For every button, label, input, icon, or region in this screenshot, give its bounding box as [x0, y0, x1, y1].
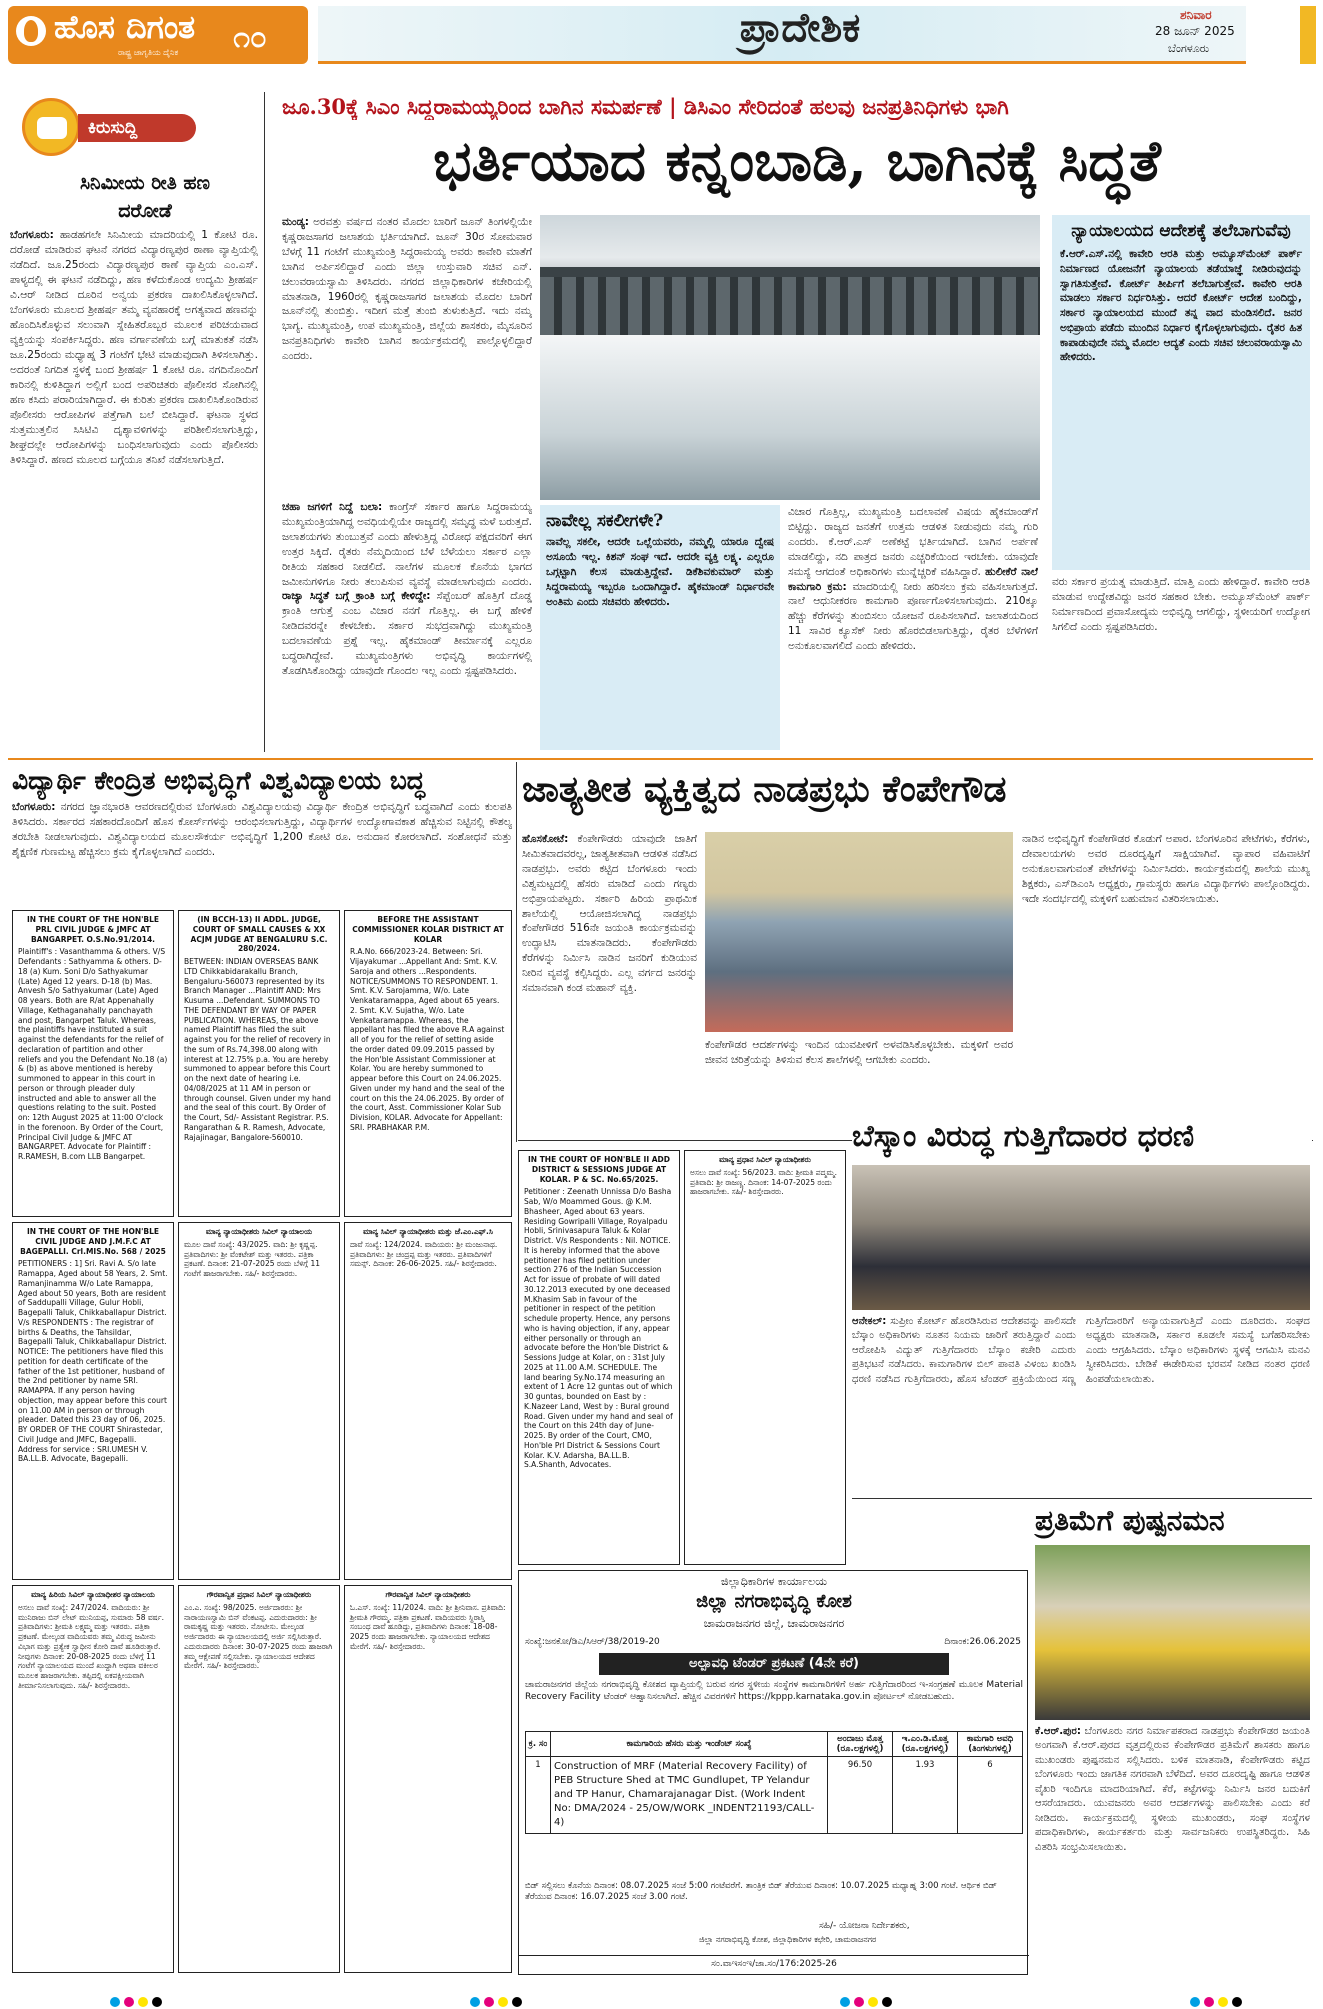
legal-ad-text: Petitioner : Zeenath Unnissa D/o Basha Sab, W/o Moammed Gous. @ K.M. Bhasheer, Aged about 63 years. Residing Gowripalli Village, Royalpadu Hobli, Srinivasapura Taluk & Kolar District. V/s Respondents : Nil. NOTICE. It is hereby informed that the above petitioner has filed petition under section 276 of the Indian Succession Act for issue of probate of will dated 30.12.2013 executed by one deceased M.Khasim Sab in favour of the petitioner in respect of the petition schedule property. Hence, any persons who is having objection, if any, appear either personally or through an advocate before the Hon'ble District & Sessions Judge at Kolar, on : 31st July 2025 at 11.00 A.M. SCHEDULE. The land bearing Sy.No.174 measuring an extent of 1 Acre 12 guntas out of which 30 guntas, bounded on East by : K.Nazeer Land, West by : Bural ground Road. Given under my hand and seal of the Court on this 24th day of June-2025. By order of the Court, CMO, Hon'ble Prl District & Sessions Court Kolar. K.V. Adarsha, BA.LL.B. S.A.Shanth, Advocates. [524, 1187, 673, 1470]
sidebar-text: ನಾವೆಲ್ಲ ಸಕಲೀ, ಆದರೇ ಒಲ್ಲೆಯವರು, ನಮ್ಮಲ್ಲಿ ಯಾರೂ ದ್ವೇಷ ಅಸೂಯೆ ಇಲ್ಲ. ಕಿಶನ್ ಸಂಘ ಇದೆ. ಆದರೇ ವ್ಯಕ್ತಿ ಲಕ್ಷ್ಯ. ಎಲ್ಲರೂ ಒಗ್ಗಟ್ಟಾಗಿ ಕೆಲಸ ಮಾಡುತ್ತಿದ್ದೇವೆ. ಡಿಕೆಶಿವಕುಮಾರ್ ಮತ್ತು ಸಿದ್ದರಾಮಯ್ಯ ಇಬ್ಬರೂ ಒಂದಾಗಿದ್ದಾರೆ. ಹೈಕಮಾಂಡ್ ನಿರ್ಧಾರವೇ ಅಂತಿಮ ಎಂದು ಸಚಿವರು ಹೇಳಿದರು. [546, 536, 774, 608]
university-body [12, 800, 512, 904]
table-row [526, 1757, 1023, 1834]
tribute-body [1035, 1725, 1310, 1975]
water-spill [540, 335, 1040, 500]
kiru-suddi-badge [22, 98, 197, 158]
lead-col3-text: ವಿಚಾರ ಗೊತ್ತಿಲ್ಲ, ಮುಖ್ಯಮಂತ್ರಿ ಬದಲಾವಣೆ ವಿಷಯ ಹೈಕಮಾಂಡ್‌ಗೆ ಬಿಟ್ಟಿದ್ದು. ರಾಜ್ಯದ ಜನತೆಗೆ ಉತ್ತಮ ಆಡಳಿತ ನೀಡುವುದು ನಮ್ಮ ಗುರಿ ಎಂದರು. ಕೆ.ಆರ್.ಎಸ್ ಅಣೆಕಟ್ಟೆ ಭರ್ತಿಯಾಗಿದೆ. ಬಾಗಿನ ಅರ್ಪಣೆ ಮಾಡಲಿದ್ದು, ನದಿ ಪಾತ್ರದ ಜನರು ಎಚ್ಚರಿಕೆಯಿಂದ ಇರಬೇಕು. ಯಾವುದೇ ಸಮಸ್ಯೆ ಆಗದಂತೆ ಅಧಿಕಾರಿಗಳು ಮುನ್ನೆಚ್ಚರಿಕೆ ವಹಿಸಿದ್ದಾರೆ. [788, 506, 1038, 578]
table-header-cell: ಕ್ರ. ಸಂ [526, 1732, 551, 1757]
kiru-suddi-dateline: ಬೆಂಗಳೂರು: [10, 229, 54, 241]
column-rule [516, 762, 517, 1142]
table-cell: 96.50 [828, 1757, 893, 1834]
legal-ad-title: ಮಾನ್ಯ ನ್ಯಾಯಾಧೀಶರು ಸಿವಿಲ್ ನ್ಯಾಯಾಲಯ [205, 1227, 313, 1236]
lead-body1: ಅರವತ್ತು ವರ್ಷದ ನಂತರ ಮೊದಲ ಬಾರಿಗೆ ಜೂನ್ ತಿಂಗಳಲ್ಲಿಯೇ ಕೃಷ್ಣರಾಜಸಾಗರ ಜಲಾಶಯ ಭರ್ತಿಯಾಗಿದೆ. ಜೂನ್ 30ರ ಸೋಮವಾರ ಬೆಳಗ್ಗೆ 11 ಗಂಟೆಗೆ ಮುಖ್ಯಮಂತ್ರಿ ಸಿದ್ದರಾಮಯ್ಯ ಅವರು ಕಾವೇರಿ ಮಾತೆಗೆ ಬಾಗಿನ ಅರ್ಪಿಸಲಿದ್ದಾರೆ ಎಂದು ಜಿಲ್ಲಾ ಉಸ್ತುವಾರಿ ಸಚಿವ ಎನ್. ಚಲುವರಾಯಸ್ವಾಮಿ ತಿಳಿಸಿದರು. ನಗರದ ಜಿಲ್ಲಾಧಿಕಾರಿಗಳ ಕಚೇರಿಯಲ್ಲಿ ಮಾತನಾಡಿ, 1960ರಲ್ಲಿ ಕೃಷ್ಣರಾಜಸಾಗರ ಜಲಾಶಯ ಮೊದಲ ಬಾರಿಗೆ ಜೂನ್‌ನಲ್ಲಿ ತುಂಬಿತ್ತು. ಇದೀಗ ಮತ್ತೆ ತುಂಬಿ ತುಳುಕುತ್ತಿದೆ. ಇದು ನಮ್ಮ ಭಾಗ್ಯ. ಮುಖ್ಯಮಂತ್ರಿ, ಉಪ ಮುಖ್ಯಮಂತ್ರಿ, ಜಿಲ್ಲೆಯ ಶಾಸಕರು, ಮೈಸೂರಿನ ಜನಪ್ರತಿನಿಧಿಗಳು ಕಾವೇರಿ ಬಾಗಿನ ಕಾರ್ಯಕ್ರಮದಲ್ಲಿ ಪಾಲ್ಗೊಳ್ಳಲಿದ್ದಾರೆ ಎಂದರು. [282, 216, 532, 363]
bescom-body [852, 1315, 1310, 1493]
masthead-date: 28 ಜೂನ್ 2025 [1155, 24, 1235, 38]
tender-title: ಅಲ್ಪಾವಧಿ ಟೆಂಡರ್ ಪ್ರಕಟಣೆ (4ನೇ ಕರೆ) [599, 1653, 949, 1675]
registration-marks [840, 1997, 892, 2007]
legal-ad-title: ಗೌರವಾನ್ವಿತ ಪ್ರಧಾನ ಸಿವಿಲ್ ನ್ಯಾಯಾಧೀಶರು [206, 1590, 312, 1599]
legal-ad-text: ಮೂಲ ದಾವೆ ಸಂಖ್ಯೆ: 43/2025. ವಾದಿ: ಶ್ರೀ ಕೃಷ್ಣಪ್ಪ. ಪ್ರತಿವಾದಿಗಳು: ಶ್ರೀ ವೆಂಕಟೇಶ್ ಮತ್ತು ಇತರರು. ಪತ್ರಿಕಾ ಪ್ರಕಟಣೆ. ದಿನಾಂಕ: 21-07-2025 ರಂದು ಬೆಳಿಗ್ಗೆ 11 ಗಂಟೆಗೆ ಹಾಜರಾಗಬೇಕು. ಸಹಿ/- ಶಿರಸ್ತೇದಾರರು. [184, 1239, 321, 1278]
legal-ad-text: BETWEEN: INDIAN OVERSEAS BANK LTD Chikkabidarakallu Branch, Bengaluru-560073 represented by its Branch Manager ...Plaintiff AND: Mrs Kusuma ...Defendant. SUMMONS TO THE DEFENDANT BY WAY OF PAPER PUBLICATION. WHEREAS, the above named Plaintiff has filed the suit against you for the relief of recovery in the sum of Rs.74,398.00 along with interest at 12.75% p.a. You are hereby summoned to appear before this Court on the next date of hearing i.e. 04/08/2025 at 11 AM in person or through counsel. Given under my hand and the seal of this court. By Order of the Court, Sd/- Assistant Registrar. P.S. Rangarathan & R. Ramesh, Advocate, Rajajinagar, Bangalore-560010. [184, 957, 331, 1142]
lead-col4: ವರು ಸರ್ಕಾರ ಪ್ರಯತ್ನ ಮಾಡುತ್ತಿದೆ. ಮಾತ್ತಿ ಎಂದು ಹೇಳಿದ್ದಾರೆ. ಕಾವೇರಿ ಆರತಿ ಮಾಡುವ ಉದ್ದೇಶವಿದ್ದು ಜನರ ಸಹಕಾರ ಬೇಕು. ಅಮ್ಯೂಸ್‌ಮೆಂಟ್ ಪಾರ್ಕ್ ನಿರ್ಮಾಣದಿಂದ ಪ್ರವಾಸೋದ್ಯಮ ಅಭಿವೃದ್ಧಿ ಆಗಲಿದ್ದು, ಸ್ಥಳೀಯರಿಗೆ ಉದ್ಯೋಗ ಸಿಗಲಿದೆ ಎಂದು ಸ್ಪಷ್ಟಪಡಿಸಿದರು. [1052, 576, 1310, 633]
kempegowda-col1 [522, 832, 697, 1132]
table-header-cell: ಇ.ಎಂ.ಡಿ.ಮೊತ್ತ (ರೂ.ಲಕ್ಷಗಳಲ್ಲಿ) [893, 1732, 958, 1757]
legal-ad-7 [344, 1585, 512, 1973]
yellow-edge-bar [1300, 6, 1316, 64]
section-divider [852, 1498, 1312, 1499]
kempegowda-headline: ಜಾತ್ಯತೀತ ವ್ಯಕ್ತಿತ್ವದ ನಾಡಪ್ರಭು ಕೆಂಪೇಗೌಡ [522, 768, 1007, 810]
kempegowda-dateline: ಹೊಸಕೋಟೆ: [522, 833, 569, 845]
lead-body3: ಸೆಪ್ಟೆಂಬರ್ ಹೊತ್ತಿಗೆ ದೊಡ್ಡ ಕ್ರಾಂತಿ ಆಗುತ್ತೆ ಎಂಬ ವಿಚಾರ ನನಗೆ ಗೊತ್ತಿಲ್ಲ. ಈ ಬಗ್ಗೆ ಹೇಳಿಕೆ ನೀಡಿದವರನ್ನೇ ಕೇಳಬೇಕು. ಸರ್ಕಾರ ಸುಭದ್ರವಾಗಿದ್ದು ಮುಖ್ಯಮಂತ್ರಿ ಬದಲಾವಣೆಯ ಪ್ರಶ್ನೆ ಇಲ್ಲ. ಹೈಕಮಾಂಡ್ ತೀರ್ಮಾನಕ್ಕೆ ಎಲ್ಲರೂ ಬದ್ಧರಾಗಿದ್ದೇವೆ. ಮುಖ್ಯಮಂತ್ರಿಗಳು ಅಭಿವೃದ್ಧಿ ಕಾರ್ಯಗಳಲ್ಲಿ ತೊಡಗಿಸಿಕೊಂಡಿದ್ದು ಯಾವುದೇ ಗೊಂದಲ ಇಲ್ಲ ಎಂದು ಸ್ಪಷ್ಟಪಡಿಸಿದರು. [282, 590, 532, 677]
column-rule [264, 92, 265, 752]
kiru-suddi-body [10, 228, 258, 748]
legal-ad-title: ಮಾನ್ಯ ಪ್ರಧಾನ ಸಿವಿಲ್ ನ್ಯಾಯಾಧೀಶರು [719, 1155, 811, 1164]
court-box [1052, 215, 1310, 570]
legal-ad-title: IN THE COURT OF THE HON'BLE CIVIL JUDGE AND J.M.F.C AT BAGEPALLI. Crl.MIS.No. 568 / 2025 [20, 1227, 166, 1256]
legal-ad-text: R.A.No. 666/2023-24. Between: Sri. Vijayakumar ...Appellant And: Smt. K.V. Saroja and others ...Respondents. NOTICE/SUMMONS TO RESPONDENT. 1. Smt. K.V. Sarojamma, W/o. Late Venkataramappa, Aged about 65 years. 2. Smt. K.V. Sujatha, W/o. Late Venkataramappa. Whereas, the appellant has filed the above R.A against all of you for the relief of setting aside the order dated 09.09.2015 passed by the Hon'ble Assistant Commissioner at Kolar. You are hereby summoned to appear before this Court on 24.06.2025. Given under my hand and the seal of the court on this the 24.06.2025. By order of the court, Asst. Commissioner Kolar Sub Division, KOLAR. Advocate for Appellant: SRI. PRABHAKAR P.M. [350, 947, 505, 1132]
lead-col3 [788, 505, 1038, 750]
lead-sub2: ರಾಜ್ಯಾ ಸಿದ್ಧತೆ ಬಗ್ಗೆ ಕ್ರಾಂತಿ ಬಗ್ಗೆ ಕೇಳಿದ್ದೇ: [282, 590, 431, 603]
legal-ad-title: IN THE COURT OF THE HON'BLE PRL CIVIL JUDGE & JMFC AT BANGARPET. O.S.No.91/2014. [26, 915, 160, 944]
tender-org2: ಜಿಲ್ಲಾ ನಗರಾಭಿವೃದ್ಧಿ ಕೋಶ [696, 1591, 852, 1612]
legal-ad-2 [178, 910, 340, 1217]
kempegowda-body1: ಕೆಂಪೇಗೌಡರು ಯಾವುದೇ ಜಾತಿಗೆ ಸೀಮಿತವಾದವರಲ್ಲ, ಜಾತ್ಯತೀತವಾಗಿ ಆಡಳಿತ ನಡೆಸಿದ ನಾಡಪ್ರಭು. ಅವರು ಕಟ್ಟಿದ ಬೆಂಗಳೂರು ಇಂದು ವಿಶ್ವಮಟ್ಟದಲ್ಲಿ ಹೆಸರು ಮಾಡಿದೆ ಎಂದು ಗಣ್ಯರು ಅಭಿಪ್ರಾಯಪಟ್ಟರು. ಸರ್ಕಾರಿ ಹಿರಿಯ ಪ್ರಾಥಮಿಕ ಶಾಲೆಯಲ್ಲಿ ಆಯೋಜಿಸಲಾಗಿದ್ದ ನಾಡಪ್ರಭು ಕೆಂಪೇಗೌಡರ 516ನೇ ಜಯಂತಿ ಕಾರ್ಯಕ್ರಮವನ್ನು ಉದ್ಘಾಟಿಸಿ ಮಾತನಾಡಿದರು. ಕೆಂಪೇಗೌಡರು ಕೆರೆಗಳನ್ನು ನಿರ್ಮಿಸಿ ನಾಡಿನ ಜನರಿಗೆ ಕುಡಿಯುವ ನೀರಿನ ವ್ಯವಸ್ಥೆ ಕಲ್ಪಿಸಿದ್ದರು. ಎಲ್ಲ ವರ್ಗದ ಜನರನ್ನು ಸಮಾನವಾಗಿ ಕಂಡ ಮಹಾನ್ ವ್ಯಕ್ತಿ. [522, 833, 697, 995]
tender-footer: ಬಿಡ್ ಸಲ್ಲಿಸಲು ಕೊನೆಯ ದಿನಾಂಕ: 08.07.2025 ಸಂಜೆ 5:00 ಗಂಟೆವರೆಗೆ. ತಾಂತ್ರಿಕ ಬಿಡ್ ತೆರೆಯುವ ದಿನಾಂಕ: 10.07.2025 ಮಧ್ಯಾಹ್ನ 3:00 ಗಂಟೆ. ಆರ್ಥಿಕ ಬಿಡ್ ತೆರೆಯುವ ದಿನಾಂಕ: 16.07.2025 ಸಂಜೆ 3.00 ಗಂಟೆ. [525, 1881, 997, 1903]
tender-intro: ಚಾಮರಾಜನಗರ ಜಿಲ್ಲೆಯ ನಗರಾಭಿವೃದ್ಧಿ ಕೋಶದ ವ್ಯಾಪ್ತಿಯಲ್ಲಿ ಬರುವ ನಗರ ಸ್ಥಳೀಯ ಸಂಸ್ಥೆಗಳ ಕಾಮಗಾರಿಗಳಿಗೆ ಅರ್ಹ ಗುತ್ತಿಗೆದಾರರಿಂದ ಇ-ಸಂಗ್ರಹಣೆ ಮೂಲಕ Material Recovery Facility ಟೆಂಡರ್ ಆಹ್ವಾನಿಸಲಾಗಿದೆ. ಹೆಚ್ಚಿನ ವಿವರಗಳಿಗೆ https://kppp.karnataka.gov.in ಪೋರ್ಟಲ್ ನೋಡಬಹುದು. [525, 1680, 1023, 1703]
tender-notice [518, 1570, 1028, 1975]
legal-ad-title: IN THE COURT OF HON'BLE II ADD DISTRICT & SESSIONS JUDGE AT KOLAR. P & SC. No.65/2025. [528, 1155, 670, 1184]
lead-sub3: ಹುಲೀಕೆರೆ ನಾಲೆ ಕಾಮಗಾರಿ ಕ್ರಮ: [788, 565, 1038, 593]
legal-ad-title: ಮಾನ್ಯ ಹಿರಿಯ ಸಿವಿಲ್ ನ್ಯಾಯಾಧೀಶರ ನ್ಯಾಯಾಲಯ [31, 1590, 155, 1599]
table-cell: 1.93 [893, 1757, 958, 1834]
table-cell: 6 [958, 1757, 1023, 1834]
legal-ad-kolar-probate [518, 1150, 680, 1565]
masthead-day: ಶನಿವಾರ [1180, 8, 1212, 22]
tribute-text: ಬೆಂಗಳೂರು ನಗರ ನಿರ್ಮಾಪಕರಾದ ನಾಡಪ್ರಭು ಕೆಂಪೇಗೌಡರ ಜಯಂತಿ ಅಂಗವಾಗಿ ಕೆ.ಆರ್.ಪುರದ ವೃತ್ತದಲ್ಲಿರುವ ಕೆಂಪೇಗೌಡರ ಪ್ರತಿಮೆಗೆ ಶಾಸಕರು ಹಾಗೂ ಮುಖಂಡರು ಪುಷ್ಪನಮನ ಸಲ್ಲಿಸಿದರು. ಬಳಿಕ ಮಾತನಾಡಿ, ಕೆಂಪೇಗೌಡರು ಕಟ್ಟಿದ ಬೆಂಗಳೂರು ಇಂದು ಜಾಗತಿಕ ನಗರವಾಗಿ ಬೆಳೆದಿದೆ. ಅವರ ದೂರದೃಷ್ಟಿ ಹಾಗೂ ಆಡಳಿತ ವೈಖರಿ ಇಂದಿಗೂ ಮಾದರಿಯಾಗಿದೆ. ಕೆರೆ, ಕಟ್ಟೆಗಳನ್ನು ನಿರ್ಮಿಸಿ ಜನರ ಬದುಕಿಗೆ ಆಸರೆಯಾದರು. ಯುವಜನರು ಅವರ ಆದರ್ಶಗಳನ್ನು ಪಾಲಿಸಬೇಕು ಎಂದು ಕರೆ ನೀಡಿದರು. ಕಾರ್ಯಕ್ರಮದಲ್ಲಿ ಸ್ಥಳೀಯ ಮುಖಂಡರು, ಸಂಘ ಸಂಸ್ಥೆಗಳ ಪದಾಧಿಕಾರಿಗಳು, ಕಾರ್ಯಕರ್ತರು ಮತ್ತು ಸಾರ್ವಜನಿಕರು ಉಪಸ್ಥಿತರಿದ್ದರು. ಸಿಹಿ ವಿತರಿಸಿ ಸಂಭ್ರಮಿಸಲಾಯಿತು. [1035, 1726, 1310, 1853]
dam-wall [540, 275, 1040, 335]
legal-ad-8 [178, 1222, 340, 1580]
lead-sub1: ಚಹಾ ಜಗಳಿಗೆ ನಿದ್ದೆ ಬಲಾ: [282, 501, 383, 513]
table-cell: 1 [526, 1757, 551, 1834]
court-text: ಕೆ.ಆರ್.ಎಸ್.ನಲ್ಲಿ ಕಾವೇರಿ ಆರತಿ ಮತ್ತು ಅಮ್ಯೂಸ್‌ಮೆಂಟ್ ಪಾರ್ಕ್ ನಿರ್ಮಾಣದ ಯೋಜನೆಗೆ ನ್ಯಾಯಾಲಯ ತಡೆಯಾಜ್ಞೆ ನೀಡಿರುವುದನ್ನು ಸ್ವಾಗತಿಸುತ್ತೇವೆ. ಕೋರ್ಟ್ ತೀರ್ಪಿಗೆ ತಲೆಬಾಗುತ್ತೇವೆ. ಕಾವೇರಿ ಆರತಿ ಮಾಡಲು ಸರ್ಕಾರ ನಿರ್ಧರಿಸಿತ್ತು. ಆದರೆ ಕೋರ್ಟ್ ಆದೇಶ ಬಂದಿದ್ದು, ಸರ್ಕಾರ ನ್ಯಾಯಾಲಯದ ಮುಂದೆ ತನ್ನ ವಾದ ಮಂಡಿಸಲಿದೆ. ಜನರ ಅಭಿಪ್ರಾಯ ಪಡೆದು ಮುಂದಿನ ನಿರ್ಧಾರ ಕೈಗೊಳ್ಳಲಾಗುವುದು. ರೈತರ ಹಿತ ಕಾಪಾಡುವುದೇ ನಮ್ಮ ಮೊದಲ ಆದ್ಯತೆ ಎಂದು ಸಚಿವ ಚಲುವರಾಯಸ್ವಾಮಿ ಹೇಳಿದರು. [1060, 248, 1302, 364]
legal-ad-text: Plaintiff's : Vasanthamma & others. V/S Defendants : Sathyamma & others. D-18 (a) Kum. Soni D/o Sathyakumar (Late) Aged 12 years. D-18 (b) Mas. Anvesh S/o Sathyakumar (Late) Aged 08 years. Both are R/at Appenahally Village, Kethaganahally panchayath and post, Bangarpet Taluk. Whereas, the plaintiffs have instituted a suit against the defendants for the relief of declaration of partition and other reliefs and you the Defendant No.18 (a) & (b) as above mentioned is hereby summoned to appear in this court in person or through pleader duly instructed and able to answer all the questions relating to the suit. Posted on: 12th August 2025 at 11:00 O'clock in the forenoon. By Order of the Court, Principal Civil Judge & JMFC AT BANGARPET. Advocate for Plaintiff : R.RAMESH, B.com LLB Bangarpet. [18, 947, 168, 1161]
legal-ad-1 [12, 910, 174, 1217]
legal-ad-title: (IN BCCH-13) II ADDL. JUDGE, COURT OF SMALL CAUSES & XX ACJM JUDGE AT BENGALURU S.C. 280/2024. [190, 915, 328, 954]
dam-bridge [540, 267, 1040, 277]
tender-ad-number: ಸಂ.ವಾಇಸಂಇ/ಜಾ.ಸಂ/176:2025-26 [519, 1955, 1029, 1969]
legal-ad-6 [178, 1585, 340, 1973]
section-divider [8, 758, 1313, 760]
legal-ad-text: ಅಸಲು ದಾವೆ ಸಂಖ್ಯೆ: 247/2024. ವಾದಿಯರು: ಶ್ರೀ ಮುನಿರಾಜು ಬಿನ್ ಲೇಟ್ ಮುನಿಯಪ್ಪ, ಸುಮಾರು 58 ವರ್ಷ. ಪ್ರತಿವಾದಿಗಳು: ಶ್ರೀಮತಿ ಲಕ್ಷ್ಮಮ್ಮ ಮತ್ತು ಇತರರು. ಪತ್ರಿಕಾ ಪ್ರಕಟಣೆ. ಮೇಲ್ಕಂಡ ವಾದಿಯವರು ತಮ್ಮ ವಿರುದ್ಧ ಜಮೀನು ವಿಭಾಗ ಮತ್ತು ಪ್ರತ್ಯೇಕ ಸ್ವಾಧೀನ ಕೋರಿ ದಾವೆ ಹೂಡಿರುತ್ತಾರೆ. ನೀವುಗಳು ದಿನಾಂಕ: 20-08-2025 ರಂದು ಬೆಳಿಗ್ಗೆ 11 ಗಂಟೆಗೆ ನ್ಯಾಯಾಲಯದ ಮುಂದೆ ಖುದ್ದಾಗಿ ಅಥವಾ ವಕೀಲರ ಮೂಲಕ ಹಾಜರಾಗಬೇಕು. ತಪ್ಪಿದಲ್ಲಿ ಏಕಪಕ್ಷೀಯವಾಗಿ ತೀರ್ಮಾನಿಸಲಾಗುವುದು. ಸಹಿ/- ಶಿರಸ್ತೇದಾರರು. [18, 1602, 165, 1690]
tender-sign2: ಜಿಲ್ಲಾ ನಗರಾಭಿವೃದ್ಧಿ ಕೋಶ, ಜಿಲ್ಲಾಧಿಕಾರಿಗಳ ಕಛೇರಿ, ಚಾಮರಾಜನಗರ [699, 1935, 877, 1944]
legal-ad-5 [12, 1585, 174, 1973]
tribute-dateline: ಕೆ.ಆರ್.ಪುರ: [1035, 1726, 1081, 1737]
kiru-suddi-text: ಹಾಡಹಗಲೇ ಸಿನಿಮೀಯ ಮಾದರಿಯಲ್ಲಿ 1 ಕೋಟಿ ರೂ. ದರೋಡೆ ಮಾಡಿರುವ ಘಟನೆ ನಗರದ ವಿದ್ಯಾರಣ್ಯಪುರ ಠಾಣಾ ವ್ಯಾಪ್ತಿಯಲ್ಲಿ ನಡೆದಿದೆ. ಜೂ.25ರಂದು ವಿದ್ಯಾರಣ್ಯಪುರ ಠಾಣೆ ವ್ಯಾಪ್ತಿಯ ಎಂ.ಎಸ್. ಪಾಳ್ಯದಲ್ಲಿ ಈ ಘಟನೆ ನಡೆದಿದ್ದು, ಹಣ ಕಳೆದುಕೊಂಡ ಉದ್ಯಮಿ ಶ್ರೀಹರ್ಷ ವಿ.ಆರ್ ನೀಡಿದ ದೂರಿನ ಅನ್ವಯ ಪ್ರಕರಣ ದಾಖಲಿಸಿಕೊಳ್ಳಲಾಗಿದೆ. ಬೆಂಗಳೂರು ಮೂಲದ ಶ್ರೀಹರ್ಷ ತಮ್ಮ ವ್ಯವಹಾರಕ್ಕೆ ಅಗತ್ಯವಾದ ಹಣವನ್ನು ಹೊಂದಿಸಿಕೊಳ್ಳುವ ಸಲುವಾಗಿ ಸ್ನೇಹಿತರೊಬ್ಬರ ಮೂಲಕ ಪರಿಚಯವಾದ ವ್ಯಕ್ತಿಯನ್ನು ಸಂಪರ್ಕಿಸಿದ್ದರು. ಹಣ ವರ್ಗಾವಣೆಯ ಬಗ್ಗೆ ಮಾತುಕತೆ ನಡೆಸಿ ಜೂ.25ರಂದು ಮಧ್ಯಾಹ್ನ 3 ಗಂಟೆಗೆ ಭೇಟಿ ಮಾಡುವುದಾಗಿ ತಿಳಿಸಲಾಗಿತ್ತು. ಅದರಂತೆ ನಿಗದಿತ ಸ್ಥಳಕ್ಕೆ ಬಂದ ಶ್ರೀಹರ್ಷ 1 ಕೋಟಿ ರೂ. ನಗದಿನೊಂದಿಗೆ ಕಾರಿನಲ್ಲಿ ಕುಳಿತಿದ್ದಾಗ ಅಲ್ಲಿಗೆ ಬಂದ ಅಪರಿಚಿತರು ಪೊಲೀಸರ ಸೋಗಿನಲ್ಲಿ ಹಣ ಕಸಿದು ಪರಾರಿಯಾಗಿದ್ದಾರೆ. ಈ ಕುರಿತು ಪ್ರಕರಣ ದಾಖಲಿಸಿಕೊಂಡಿರುವ ಪೊಲೀಸರು ಆರೋಪಿಗಳ ಪತ್ತೆಗಾಗಿ ಬಲೆ ಬೀಸಿದ್ದಾರೆ. ಘಟನಾ ಸ್ಥಳದ ಸುತ್ತಮುತ್ತಲಿನ ಸಿಸಿಟಿವಿ ದೃಶ್ಯಾವಳಿಗಳನ್ನು ಪರಿಶೀಲಿಸಲಾಗುತ್ತಿದ್ದು, ಶೀಘ್ರದಲ್ಲೇ ಆರೋಪಿಗಳನ್ನು ಬಂಧಿಸಲಾಗುವುದು ಎಂದು ಪೊಲೀಸರು ತಿಳಿಸಿದ್ದಾರೆ. ಹಣದ ಮೂಲದ ಬಗ್ಗೆಯೂ ತನಿಖೆ ನಡೆಸಲಾಗುತ್ತಿದೆ. [10, 229, 258, 467]
kempegowda-body3: ನಾಡಿನ ಅಭಿವೃದ್ಧಿಗೆ ಕೆಂಪೇಗೌಡರ ಕೊಡುಗೆ ಅಪಾರ. ಬೆಂಗಳೂರಿನ ಪೇಟೆಗಳು, ಕೆರೆಗಳು, ದೇವಾಲಯಗಳು ಅವರ ದೂರದೃಷ್ಟಿಗೆ ಸಾಕ್ಷಿಯಾಗಿವೆ. ವ್ಯಾಪಾರ ವಹಿವಾಟಿಗೆ ಅನುಕೂಲವಾಗುವಂತೆ ಪೇಟೆಗಳನ್ನು ನಿರ್ಮಿಸಿದರು. ಕಾರ್ಯಕ್ರಮದಲ್ಲಿ ಶಾಲೆಯ ಮುಖ್ಯ ಶಿಕ್ಷಕರು, ಎಸ್‌ಡಿಎಂಸಿ ಅಧ್ಯಕ್ಷರು, ಗ್ರಾಮಸ್ಥರು ಹಾಗೂ ವಿದ್ಯಾರ್ಥಿಗಳು ಪಾಲ್ಗೊಂಡಿದ್ದರು. ಇದೇ ಸಂದರ್ಭದಲ್ಲಿ ಮಕ್ಕಳಿಗೆ ಬಹುಮಾನ ವಿತರಿಸಲಾಯಿತು. [1022, 833, 1310, 905]
legal-ad-text: ದಾವೆ ಸಂಖ್ಯೆ: 124/2024. ವಾದಿಯರು: ಶ್ರೀ ಮಂಜುನಾಥ. ಪ್ರತಿವಾದಿಗಳು: ಶ್ರೀ ಚಂದ್ರಪ್ಪ ಮತ್ತು ಇತರರು. ಪ್ರತಿವಾದಿಗಳಿಗೆ ಸಮನ್ಸ್. ದಿನಾಂಕ: 26-06-2025. ಸಹಿ/- ಶಿರಸ್ತೇದಾರರು. [350, 1239, 498, 1269]
lead-headline: ಭರ್ತಿಯಾದ ಕನ್ನಂಬಾಡಿ, ಬಾಗಿನಕ್ಕೆ ಸಿದ್ಧತೆ [433, 128, 1161, 194]
dam-photo [540, 215, 1040, 500]
lead-col2 [282, 500, 532, 750]
tender-date: ದಿನಾಂಕ:26.06.2025 [944, 1637, 1021, 1647]
tender-ref: ಸಂಖ್ಯೆ:ಜನಕೋ/ಡಿಎ/ಸಿಆರ್/38/2019-20 [525, 1637, 660, 1647]
table-header-cell: ಕಾಮಗಾರಿಯ ಹೆಸರು ಮತ್ತು ಇಂಡೆಂಟ್ ಸಂಖ್ಯೆ [551, 1732, 828, 1757]
kempegowda-photo [705, 832, 1013, 1032]
tender-org3: ಚಾಮರಾಜನಗರ ಜಿಲ್ಲೆ, ಚಾಮರಾಜನಗರ [703, 1617, 845, 1630]
legal-ad-text: ಓ.ಎಸ್. ಸಂಖ್ಯೆ: 11/2024. ವಾದಿ: ಶ್ರೀ ಶ್ರೀನಿವಾಸ. ಪ್ರತಿವಾದಿ: ಶ್ರೀಮತಿ ಗೌರಮ್ಮ. ಪತ್ರಿಕಾ ಪ್ರಕಟಣೆ. ವಾದಿಯವರು ಸ್ಥಿರಾಸ್ತಿ ಸಂಬಂಧ ದಾವೆ ಹೂಡಿದ್ದು, ಪ್ರತಿವಾದಿಗಳು ದಿನಾಂಕ: 18-08-2025 ರಂದು ಹಾಜರಾಗಬೇಕು. ನ್ಯಾಯಾಲಯದ ಆದೇಶದ ಮೇರೆಗೆ. ಸಹಿ/- ಶಿರಸ್ತೇದಾರರು. [350, 1602, 506, 1651]
bescom-photo [852, 1165, 1310, 1310]
university-dateline: ಬೆಂಗಳೂರು: [12, 801, 56, 813]
tender-table-header [526, 1732, 1023, 1757]
tribute-photo [1035, 1545, 1310, 1720]
bescom-headline: ಬೆಸ್ಕಾಂ ವಿರುದ್ಧ ಗುತ್ತಿಗೆದಾರರ ಧರಣಿ [852, 1115, 1312, 1154]
university-headline: ವಿದ್ಯಾರ್ಥಿ ಕೇಂದ್ರಿತ ಅಭಿವೃದ್ಧಿಗೆ ವಿಶ್ವವಿದ್ಯಾಲಯ ಬದ್ಧ [12, 766, 425, 795]
lead-col1 [282, 215, 532, 495]
sidebar-box [540, 505, 780, 750]
page-number: ೧೦ [233, 20, 267, 55]
legal-ad-text: ಎಂ.ಎ. ಸಂಖ್ಯೆ: 98/2025. ಅರ್ಜಿದಾರರು: ಶ್ರೀ ನಾರಾಯಣಸ್ವಾಮಿ ಬಿನ್ ವೆಂಕಟಪ್ಪ. ಎದುರುದಾರರು: ಶ್ರೀ ರಾಮಕೃಷ್ಣ ಮತ್ತು ಇತರರು. ನೋಟೀಸು. ಮೇಲ್ಕಂಡ ಅರ್ಜಿದಾರರು ಈ ನ್ಯಾಯಾಲಯದಲ್ಲಿ ಅರ್ಜಿ ಸಲ್ಲಿಸಿರುತ್ತಾರೆ. ಎದುರುದಾರರು ದಿನಾಂಕ: 30-07-2025 ರಂದು ಹಾಜರಾಗಿ ತಮ್ಮ ಆಕ್ಷೇಪಣೆ ಸಲ್ಲಿಸಬೇಕು. ನ್ಯಾಯಾಲಯದ ಆದೇಶದ ಮೇರೆಗೆ. ಸಹಿ/- ಶಿರಸ್ತೇದಾರರು. [184, 1602, 333, 1671]
legal-ad-text: ಅಸಲು ದಾವೆ ಸಂಖ್ಯೆ: 56/2023. ವಾದಿ: ಶ್ರೀಮತಿ ಪದ್ಮಮ್ಮ. ಪ್ರತಿವಾದಿ: ಶ್ರೀ ರಾಜಣ್ಣ. ದಿನಾಂಕ: 14-07-2025 ರಂದು ಹಾಜರಾಗಬೇಕು. ಸಹಿ/- ಶಿರಸ್ತೇದಾರರು. [690, 1167, 837, 1197]
table-header-cell: ಕಾಮಗಾರಿ ಅವಧಿ (ತಿಂಗಳುಗಳಲ್ಲಿ) [958, 1732, 1023, 1757]
legal-ad-title: BEFORE THE ASSISTANT COMMISSIONER KOLAR DISTRICT AT KOLAR [352, 915, 504, 944]
registration-marks [110, 1997, 162, 2007]
logo-text: ಹೊಸ ದಿಗಂತ [54, 8, 196, 46]
court-title: ನ್ಯಾಯಾಲಯದ ಆದೇಶಕ್ಕೆ ತಲೆಬಾಗುವೆವು [1071, 221, 1291, 241]
masthead-city: ಬೆಂಗಳೂರು [1168, 42, 1210, 55]
lead-dateline: ಮಂಡ್ಯ: [282, 216, 309, 228]
legal-ad-text: PETITIONERS : 1] Sri. Ravi A. S/o late Ramappa, Aged about 58 Years, 2. Smt. Ramanjinamma W/o Late Ramappa, Aged about 50 years, Both are resident of Saddupalli Village, Gulur Hobli, Bagepalli Taluk, Chikkaballapur District. V/s RESPONDENTS : The registrar of births & Deaths, the Tahsildar, Bagepalli Taluk, Chikkaballapur District. NOTICE: The petitioners have filed this petition for death certificate of the father of the 1st petitioner, husband of the 2nd petitioner by name SRI. RAMAPPA. If any person having objection, may appear before this court on 11.00 AM in person or through pleader. Dated this 23 day of 06, 2025. BY ORDER OF THE COURT Shirastedar, Civil Judge and JMFC, Bagepalli. Address for service : SRI.UMESH V. BA.LL.B. Advocate, Bagepalli. [18, 1259, 168, 1464]
legal-ad-title: ಮಾನ್ಯ ಸಿವಿಲ್ ನ್ಯಾಯಾಧೀಶರು ಮತ್ತು ಜೆ.ಎಂ.ಎಫ್.ಸಿ [363, 1227, 493, 1236]
tender-org1: ಜಿಲ್ಲಾಧಿಕಾರಿಗಳ ಕಾರ್ಯಾಲಯ [721, 1575, 827, 1588]
bescom-text: ಸುಪ್ರೀಂ ಕೋರ್ಟ್ ಹೊರಡಿಸಿರುವ ಆದೇಶವನ್ನು ಪಾಲಿಸದೇ ಬೆಸ್ಕಾಂ ಅಧಿಕಾರಿಗಳು ನೂತನ ನಿಯಮ ಜಾರಿಗೆ ತರುತ್ತಿದ್ದಾರೆ ಎಂದು ಆರೋಪಿಸಿ ವಿದ್ಯುತ್ ಗುತ್ತಿಗೆದಾರರು ಬೆಸ್ಕಾಂ ಕಚೇರಿ ಎದುರು ಪ್ರತಿಭಟನೆ ನಡೆಸಿದರು. ಕಾಮಗಾರಿಗಳ ಬಿಲ್ ಪಾವತಿ ವಿಳಂಬ ಖಂಡಿಸಿ ಧರಣಿ ನಡೆಸಿದ ಗುತ್ತಿಗೆದಾರರು, ಹೊಸ ಟೆಂಡರ್ ಪ್ರಕ್ರಿಯೆಯಿಂದ ಸಣ್ಣ ಗುತ್ತಿಗೆದಾರರಿಗೆ ಅನ್ಯಾಯವಾಗುತ್ತಿದೆ ಎಂದು ದೂರಿದರು. ಸಂಘದ ಅಧ್ಯಕ್ಷರು ಮಾತನಾಡಿ, ಸರ್ಕಾರ ಕೂಡಲೇ ಸಮಸ್ಯೆ ಬಗೆಹರಿಸಬೇಕು ಎಂದು ಆಗ್ರಹಿಸಿದರು. ಬೆಸ್ಕಾಂ ಅಧಿಕಾರಿಗಳು ಸ್ಥಳಕ್ಕೆ ಆಗಮಿಸಿ ಮನವಿ ಸ್ವೀಕರಿಸಿದರು. ಬೇಡಿಕೆ ಈಡೇರಿಸುವ ಭರವಸೆ ನೀಡಿದ ನಂತರ ಧರಣಿ ಹಿಂಪಡೆಯಲಾಯಿತು. [852, 1316, 1310, 1385]
lead-kicker: ಜೂ.30ಕ್ಕೆ ಸಿಎಂ ಸಿದ್ದರಾಮಯ್ಯರಿಂದ ಬಾಗಿನ ಸಮರ್ಪಣೆ | ಡಿಸಿಎಂ ಸೇರಿದಂತೆ ಹಲವು ಜನಪ್ರತಿನಿಧಿಗಳು ಭಾಗಿ [282, 94, 1009, 119]
table-header-cell: ಅಂದಾಜು ಮೊತ್ತ (ರೂ.ಲಕ್ಷಗಳಲ್ಲಿ) [828, 1732, 893, 1757]
registration-marks [1190, 1997, 1242, 2007]
legal-ad-4 [12, 1222, 174, 1580]
kiru-suddi-headline: ಸಿನಿಮೀಯ ರೀತಿ ಹಣ ದರೋಡೆ [79, 172, 211, 222]
table-cell: Construction of MRF (Material Recovery Facility) of PEB Structure Shed at TMC Gundlupet, TP Yelandur and TP Hanur, Chamarajanagar Dist. (Work Indent No: DMA/2024 - 25/OW/WORK _INDENT21193/CALL-4) [551, 1757, 828, 1834]
logo-tagline: ರಾಷ್ಟ್ರ ಜಾಗೃತಿಯ ದೈನಿಕ [118, 48, 179, 57]
section-title: ಪ್ರಾದೇಶಿಕ [739, 4, 861, 51]
registration-marks [470, 1997, 522, 2007]
kempegowda-body2: ಕೆಂಪೇಗೌಡರ ಆದರ್ಶಗಳನ್ನು ಇಂದಿನ ಯುವಪೀಳಿಗೆ ಅಳವಡಿಸಿಕೊಳ್ಳಬೇಕು. ಮಕ್ಕಳಿಗೆ ಅವರ ಜೀವನ ಚರಿತ್ರೆಯನ್ನು ತಿಳಿಸುವ ಕೆಲಸ ಶಾಲೆಗಳಲ್ಲಿ ಆಗಬೇಕು ಎಂದರು. [705, 1039, 1013, 1066]
tender-table [525, 1731, 1023, 1834]
legal-ad-10 [684, 1150, 846, 1565]
lead-col3b-text: ಮಾದರಿಯಲ್ಲಿ ನೀರು ಹರಿಸಲು ಕ್ರಮ ವಹಿಸಲಾಗುತ್ತದೆ. ನಾಲೆ ಆಧುನೀಕರಣ ಕಾಮಗಾರಿ ಪೂರ್ಣಗೊಳಿಸಲಾಗುವುದು. 210ಕ್ಕೂ ಹೆಚ್ಚು ಕೆರೆಗಳನ್ನು ತುಂಬಿಸಲು ಯೋಜನೆ ರೂಪಿಸಲಾಗಿದೆ. ಜಲಾಶಯದಿಂದ 11 ಸಾವಿರ ಕ್ಯೂಸೆಕ್ ನೀರು ಹೊರಬಿಡಲಾಗುತ್ತಿದ್ದು, ರೈತರ ಬೆಳೆಗಳಿಗೆ ಅನುಕೂಲವಾಗಲಿದೆ ಎಂದು ಹೇಳಿದರು. [788, 580, 1038, 653]
tribute-headline: ಪ್ರತಿಮೆಗೆ ಪುಷ್ಪನಮನ [1035, 1504, 1225, 1537]
hand-pointing-icon [22, 98, 80, 156]
bescom-dateline: ಆನೇಕಲ್: [852, 1316, 887, 1327]
legal-ad-9 [344, 1222, 512, 1580]
lead-body2: ಕಾಂಗ್ರೆಸ್ ಸರ್ಕಾರ ಹಾಗೂ ಸಿದ್ದರಾಮಯ್ಯ ಮುಖ್ಯಮಂತ್ರಿಯಾಗಿದ್ದ ಅವಧಿಯಲ್ಲಿಯೇ ರಾಜ್ಯದಲ್ಲಿ ಸಮೃದ್ಧ ಮಳೆ ಬರುತ್ತದೆ. ಜಲಾಶಯಗಳು ತುಂಬುತ್ತವೆ ಎಂದು ಹೇಳುತ್ತಿದ್ದ ವಿರೋಧ ಪಕ್ಷದವರಿಗೆ ಈಗ ಉತ್ತರ ಸಿಕ್ಕಿದೆ. ರೈತರು ನೆಮ್ಮದಿಯಿಂದ ಬೆಳೆ ಬೆಳೆಯಲು ಸರ್ಕಾರ ಎಲ್ಲಾ ರೀತಿಯ ಸಹಕಾರ ನೀಡಲಿದೆ. ನಾಲೆಗಳ ಮೂಲಕ ಕೊನೆಯ ಭಾಗದ ಜಮೀನುಗಳಿಗೂ ನೀರು ತಲುಪಿಸುವ ವ್ಯವಸ್ಥೆ ಮಾಡಲಾಗುವುದು ಎಂದರು. [282, 501, 532, 588]
sidebar-question: ನಾವೇಲ್ಲ ಸಕಲೀಗಳೇ? [546, 511, 664, 531]
legal-ad-3 [344, 910, 512, 1217]
tender-sign: ಸಹಿ/- ಯೋಜನಾ ನಿರ್ದೇಶಕರು, [819, 1921, 910, 1931]
kiru-suddi-label: ಕಿರುಸುದ್ದಿ [78, 114, 196, 142]
legal-ad-title: ಗೌರವಾನ್ವಿತ ಸಿವಿಲ್ ನ್ಯಾಯಾಧೀಶರು [385, 1590, 471, 1599]
logo-emblem-icon [16, 16, 46, 46]
university-text: ನಗರದ ಜ್ಞಾನಭಾರತಿ ಆವರಣದಲ್ಲಿರುವ ಬೆಂಗಳೂರು ವಿಶ್ವವಿದ್ಯಾಲಯವು ವಿದ್ಯಾರ್ಥಿ ಕೇಂದ್ರಿತ ಅಭಿವೃದ್ಧಿಗೆ ಬದ್ಧವಾಗಿದೆ ಎಂದು ಕುಲಪತಿ ತಿಳಿಸಿದರು. ಸರ್ಕಾರದ ಸಹಕಾರದೊಂದಿಗೆ ಹೊಸ ಕೋರ್ಸ್‌ಗಳನ್ನು ಆರಂಭಿಸಲಾಗುತ್ತಿದ್ದು, ವಿದ್ಯಾರ್ಥಿಗಳ ಉದ್ಯೋಗಾವಕಾಶ ಹೆಚ್ಚಿಸುವ ನಿಟ್ಟಿನಲ್ಲಿ ಕೌಶಲ್ಯ ತರಬೇತಿ ನೀಡಲಾಗುವುದು. ವಿಶ್ವವಿದ್ಯಾಲಯದ ಮೂಲಸೌಕರ್ಯ ಅಭಿವೃದ್ಧಿಗೆ 1,200 ಕೋಟಿ ರೂ. ಅನುದಾನ ಕೋರಲಾಗಿದೆ. ಸಂಶೋಧನೆ ಮತ್ತು ಶೈಕ್ಷಣಿಕ ಗುಣಮಟ್ಟ ಹೆಚ್ಚಿಸಲು ಕ್ರಮ ಕೈಗೊಳ್ಳಲಾಗಿದೆ ಎಂದರು. [12, 801, 512, 858]
